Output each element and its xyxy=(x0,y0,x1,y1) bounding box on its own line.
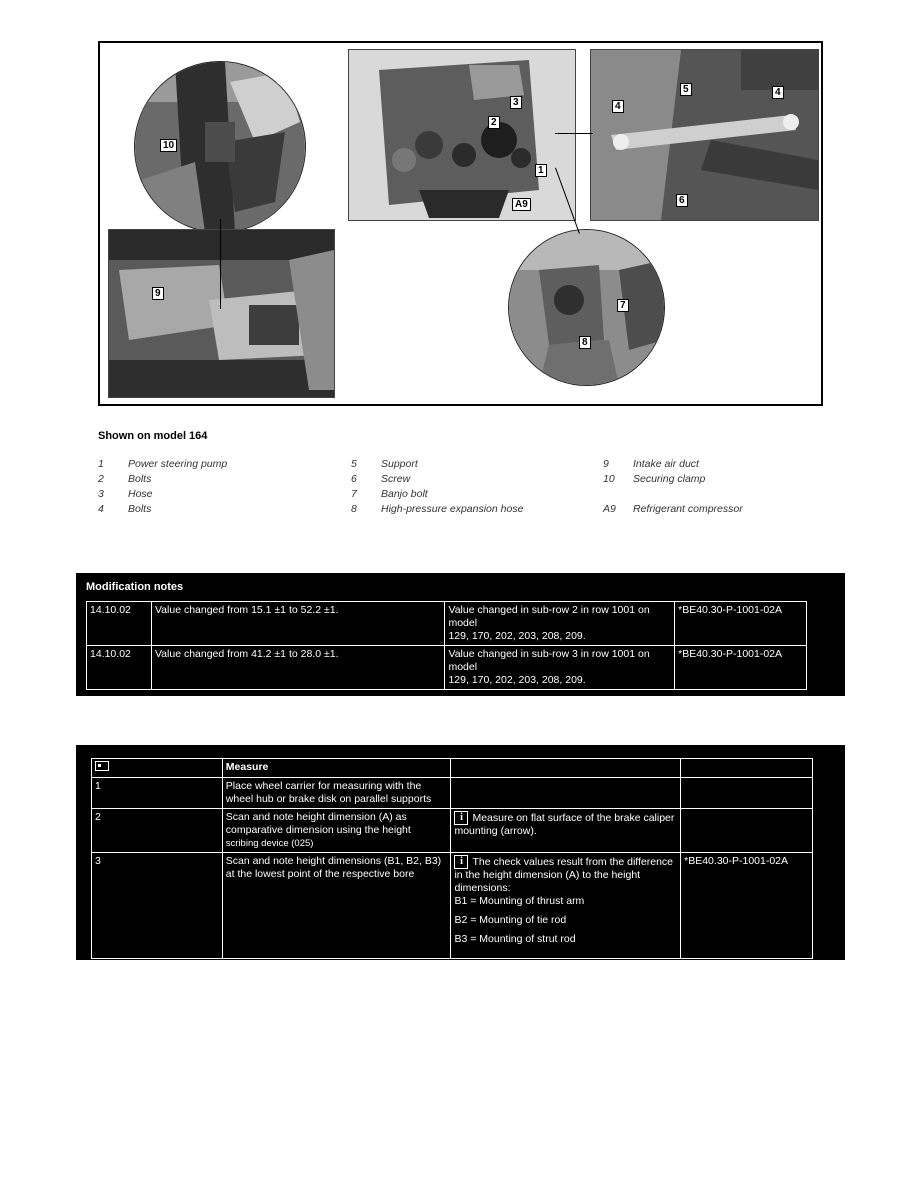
step-note: i Measure on flat surface of the brake caliper mounting (arrow). xyxy=(451,809,681,853)
callout-4-left: 4 xyxy=(612,100,624,113)
table-row xyxy=(87,646,807,690)
modification-notes-title: Modification notes xyxy=(86,581,184,593)
note-change: Value changed from 15.1 ±1 to 52.2 ±1. xyxy=(151,602,445,646)
engine-photo xyxy=(348,49,576,221)
note-where: Value changed in sub-row 2 in row 1001 on model 129, 170, 202, 203, 208, 209. xyxy=(445,602,675,646)
header-icon-cell xyxy=(92,759,223,778)
callout-3: 3 xyxy=(510,96,522,109)
note-date: 14.10.02 xyxy=(87,646,152,690)
header-measure: Measure xyxy=(222,759,451,778)
info-icon: i xyxy=(454,811,468,825)
leader-line xyxy=(220,219,221,309)
engine-bay-photo xyxy=(108,229,335,398)
table-header-row xyxy=(92,759,813,778)
step-measure: Place wheel carrier for measuring with the wheel hub or brake disk on parallel supports xyxy=(222,778,451,809)
callout-6: 6 xyxy=(676,194,688,207)
step-note: i The check values result from the difference in the height dimension (A) to the height dimensions: B1 = Mounting of thrust arm B2 = Mounting of tie rod B3 = Mounting of strut rod xyxy=(451,853,681,959)
callout-9: 9 xyxy=(152,287,164,300)
step-number: 2 xyxy=(92,809,223,853)
document-icon xyxy=(95,761,109,771)
header-empty xyxy=(681,759,813,778)
note-where: Value changed in sub-row 3 in row 1001 on model 129, 170, 202, 203, 208, 209. xyxy=(445,646,675,690)
measure-table xyxy=(91,758,813,959)
modification-notes-panel xyxy=(76,573,845,696)
callout-4-right: 4 xyxy=(772,86,784,99)
callout-7: 7 xyxy=(617,299,629,312)
table-row xyxy=(87,602,807,646)
callout-2: 2 xyxy=(488,116,500,129)
header-empty xyxy=(451,759,681,778)
table-row xyxy=(92,778,813,809)
step-note xyxy=(451,778,681,809)
engine-figure xyxy=(98,41,823,406)
info-icon: i xyxy=(454,855,468,869)
step-ref xyxy=(681,778,813,809)
callout-A9: A9 xyxy=(512,198,531,211)
step-number: 3 xyxy=(92,853,223,959)
detail-photo-support xyxy=(590,49,819,221)
note-date: 14.10.02 xyxy=(87,602,152,646)
step-measure: Scan and note height dimensions (B1, B2, B3) at the lowest point of the respective bore xyxy=(222,853,451,959)
note-ref: *BE40.30-P-1001-02A xyxy=(675,602,807,646)
detail-photo-banjo-bolt xyxy=(508,229,665,386)
table-row xyxy=(92,853,813,959)
note-ref: *BE40.30-P-1001-02A xyxy=(675,646,807,690)
step-ref: *BE40.30-P-1001-02A xyxy=(681,853,813,959)
table-row xyxy=(92,809,813,853)
legend: 1 Power steering pump 2 Bolts 3 Hose 4 Bolts 5 Support 6 Screw 7 Banjo bolt 8 High-pressure expansion hose 9 Intake air duct 10 Securing clamp A9 Refrigerant compressor xyxy=(98,458,743,515)
measure-panel xyxy=(76,745,845,960)
leader-line xyxy=(555,133,593,134)
step-ref xyxy=(681,809,813,853)
figure-caption: Shown on model 164 xyxy=(98,430,208,442)
callout-5: 5 xyxy=(680,83,692,96)
callout-8: 8 xyxy=(579,336,591,349)
callout-1: 1 xyxy=(535,164,547,177)
callout-10: 10 xyxy=(160,139,177,152)
modification-notes-table xyxy=(86,601,807,690)
step-number: 1 xyxy=(92,778,223,809)
note-change: Value changed from 41.2 ±1 to 28.0 ±1. xyxy=(151,646,445,690)
step-measure: Scan and note height dimension (A) as comparative dimension using the height scribing device (025) xyxy=(222,809,451,853)
